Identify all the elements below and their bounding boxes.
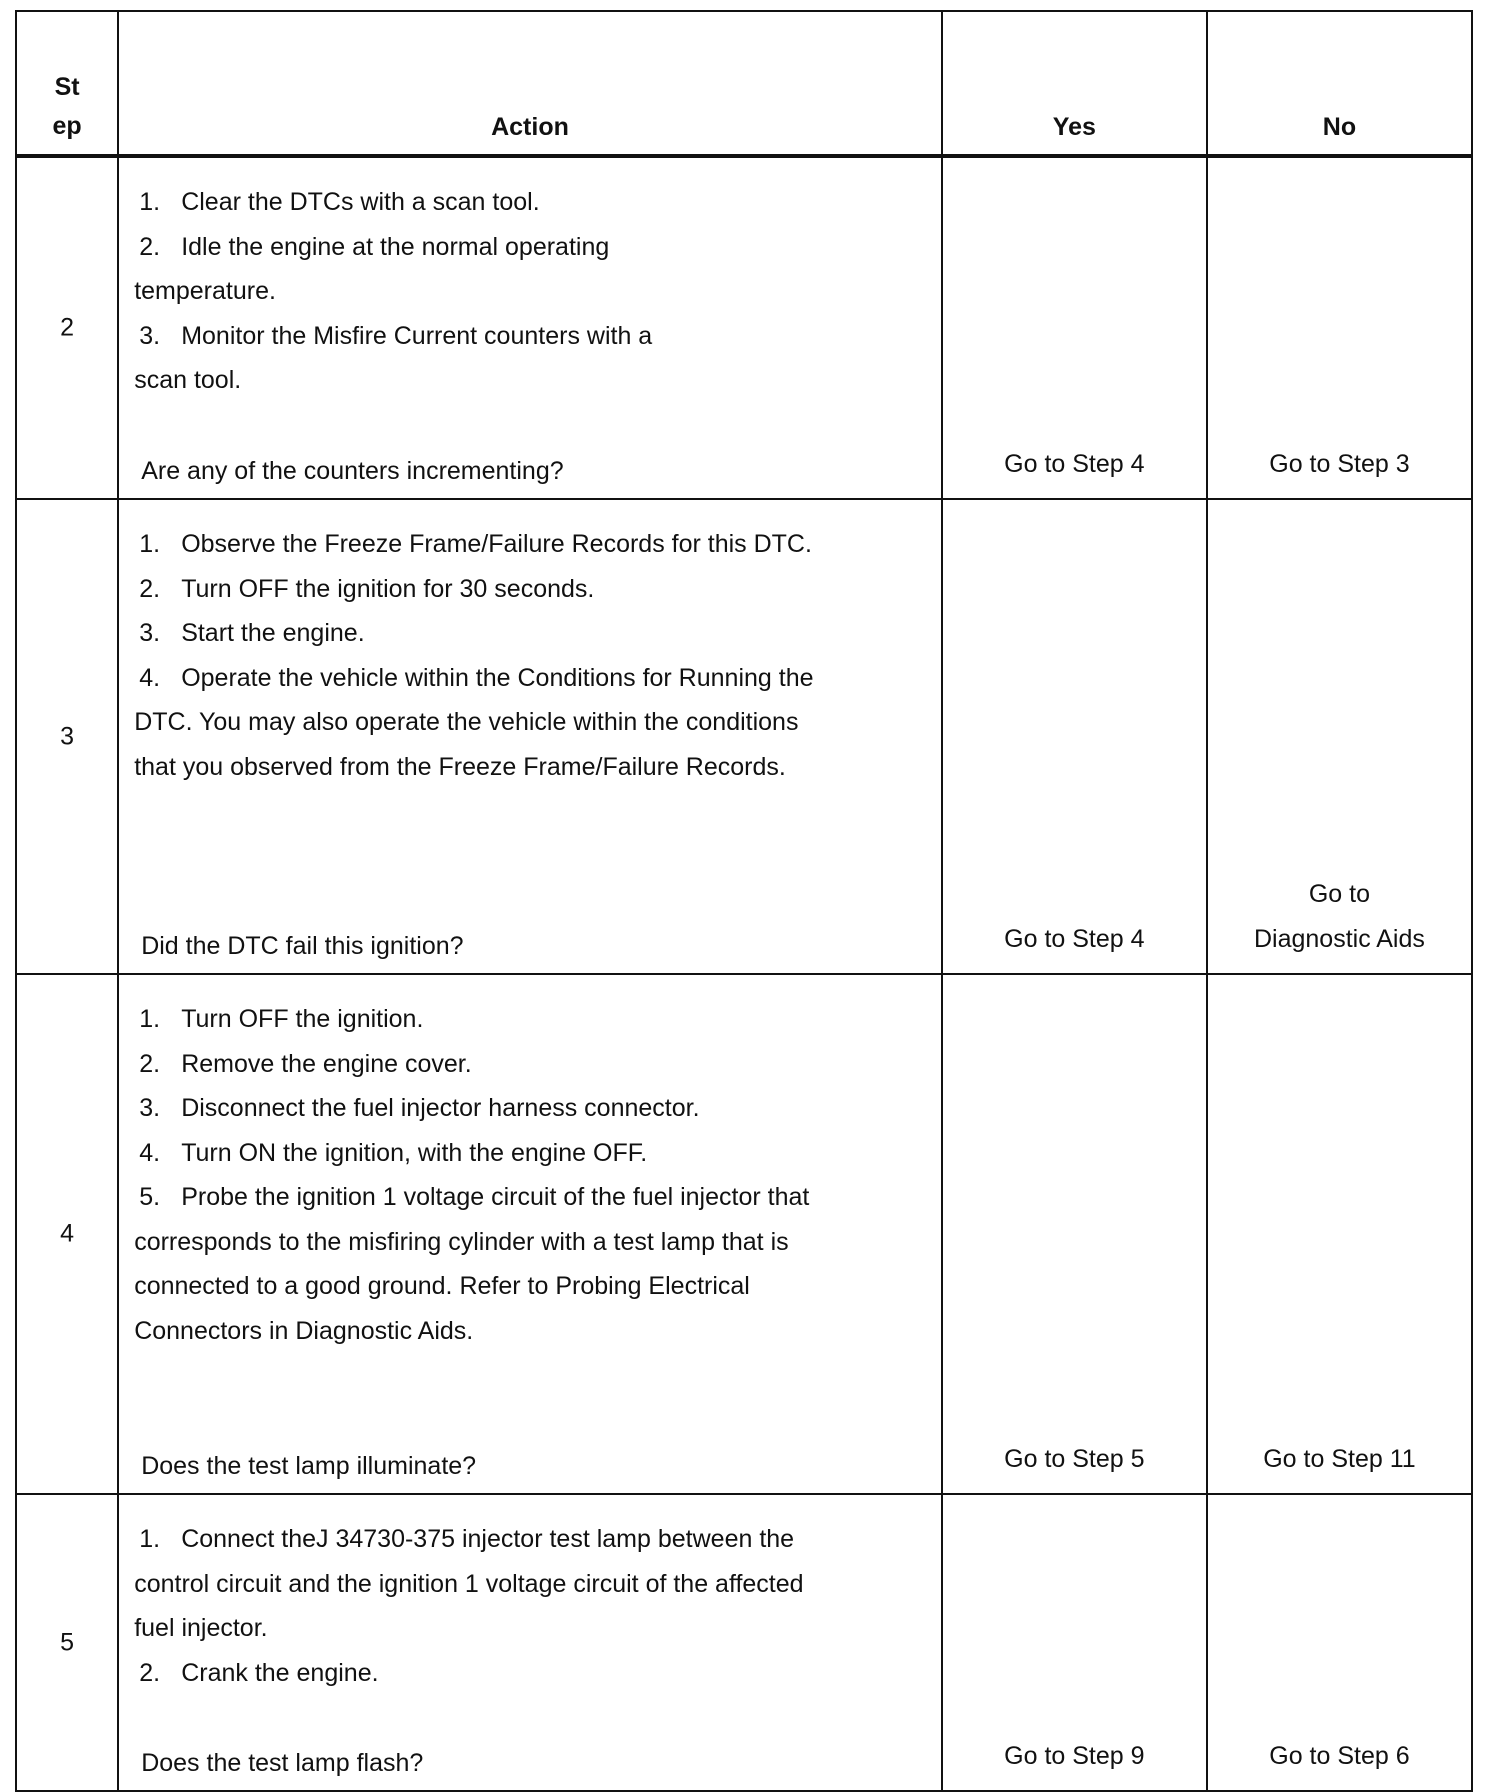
action-item: 4. Operate the vehicle within the Conditions for Running the DTC. You may also operate the vehicle within the conditions that you observed from the Freeze Frame/Failure Records. — [134, 663, 814, 781]
step-cell — [16, 156, 118, 499]
yes-cell — [942, 156, 1207, 499]
action-item: 1. Turn OFF the ignition. — [139, 1005, 424, 1033]
no-cell — [1207, 974, 1472, 1494]
yes-cell — [942, 974, 1207, 1494]
diagnostic-table-frame — [15, 10, 1473, 1780]
yes-cell — [942, 1494, 1207, 1791]
action-item: 4. Turn ON the ignition, with the engine OFF. — [139, 1138, 648, 1167]
no-result-line2: Diagnostic Aids — [1253, 924, 1425, 953]
no-cell — [1207, 1494, 1472, 1791]
action-item: 1. Clear the DTCs with a scan tool. — [139, 188, 540, 216]
header-no-label: No — [1322, 113, 1357, 141]
action-cell — [118, 499, 942, 974]
header-yes — [942, 11, 1207, 156]
no-cell — [1207, 156, 1472, 499]
action-cell — [118, 1494, 942, 1791]
action-question: Did the DTC fail this ignition? — [141, 932, 464, 960]
yes-result: Go to Step 5 — [1004, 1444, 1145, 1473]
header-step-line1: St — [54, 73, 80, 101]
action-item: 5. Probe the ignition 1 voltage circuit of the fuel injector that corresponds to the misfiring cylinder with a test lamp that is connected to a good ground. Refer to Probing Electrical Connectors in Diagnostic Aids. — [134, 1183, 810, 1345]
step-cell — [16, 1494, 118, 1791]
yes-result: Go to Step 4 — [1004, 924, 1145, 953]
header-no — [1207, 11, 1472, 156]
action-item: 3. Start the engine. — [139, 619, 365, 647]
step-number: 4 — [60, 1219, 75, 1248]
step-number: 3 — [60, 722, 75, 750]
step-cell — [16, 974, 118, 1494]
action-question: Does the test lamp illuminate? — [141, 1452, 477, 1480]
header-action — [118, 11, 942, 156]
action-cell — [118, 156, 942, 499]
header-step — [16, 11, 118, 156]
yes-cell — [942, 499, 1207, 974]
step-number: 2 — [60, 313, 75, 342]
header-step-line2: ep — [52, 112, 82, 140]
action-question: Are any of the counters incrementing? — [141, 457, 564, 485]
no-result: Go to Step 11 — [1263, 1444, 1416, 1473]
no-result-line1: Go to — [1308, 880, 1371, 908]
table-row-step-2 — [16, 156, 1472, 499]
header-row — [16, 11, 1472, 156]
action-item: 2. Crank the engine. — [139, 1658, 379, 1687]
table-row-step-5 — [16, 1494, 1472, 1791]
yes-result: Go to Step 9 — [1004, 1741, 1145, 1770]
no-result: Go to Step 3 — [1269, 449, 1410, 478]
action-item: 3. Disconnect the fuel injector harness connector. — [139, 1094, 700, 1122]
no-cell — [1207, 499, 1472, 974]
no-result: Go to Step 6 — [1269, 1741, 1410, 1770]
action-item: 1. Observe the Freeze Frame/Failure Records for this DTC. — [139, 530, 812, 558]
header-yes-label: Yes — [1052, 113, 1096, 141]
table-row-step-4 — [16, 974, 1472, 1494]
table-row-step-3 — [16, 499, 1472, 974]
action-question: Does the test lamp flash? — [141, 1749, 424, 1777]
action-item: 2. Idle the engine at the normal operating temperature. — [134, 232, 610, 305]
step-cell — [16, 499, 118, 974]
action-cell — [118, 974, 942, 1494]
action-item: 1. Connect theJ 34730-375 injector test lamp between the control circuit and the ignition 1 voltage circuit of the affected fuel injector. — [134, 1525, 804, 1642]
diagnostic-table — [15, 10, 1473, 1792]
yes-result: Go to Step 4 — [1004, 449, 1145, 478]
step-number: 5 — [60, 1628, 75, 1656]
action-item: 3. Monitor the Misfire Current counters with a scan tool. — [134, 321, 653, 394]
header-action-label: Action — [491, 113, 569, 141]
action-item: 2. Turn OFF the ignition for 30 seconds. — [139, 574, 595, 603]
action-item: 2. Remove the engine cover. — [139, 1049, 472, 1078]
